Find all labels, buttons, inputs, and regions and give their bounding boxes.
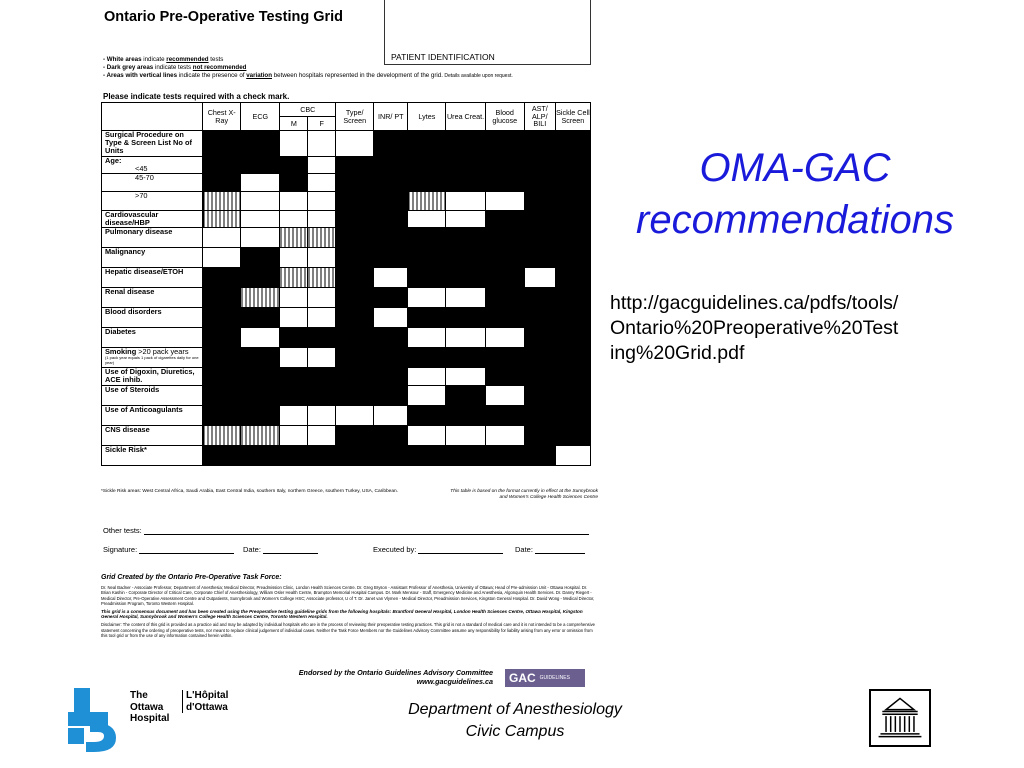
grid-cell-not-recommended bbox=[374, 348, 408, 368]
grid-cell-not-recommended bbox=[555, 248, 590, 268]
grid-row bbox=[102, 288, 591, 308]
grid-cell-not-recommended bbox=[446, 268, 485, 288]
grid-cell-not-recommended bbox=[485, 228, 524, 248]
grid-cell-not-recommended bbox=[446, 348, 485, 368]
grid-cell-not-recommended bbox=[336, 288, 374, 308]
grid-cell-not-recommended bbox=[446, 131, 485, 157]
grid-cell-not-recommended bbox=[336, 192, 374, 211]
header-lytes: Lytes bbox=[408, 103, 446, 131]
header-chest-xray: Chest X-Ray bbox=[203, 103, 241, 131]
grid-cell-not-recommended bbox=[524, 192, 555, 211]
building-icon bbox=[869, 689, 931, 747]
department-footer: Department of Anesthesiology Civic Campus bbox=[408, 701, 622, 740]
grid-cell-not-recommended bbox=[446, 386, 485, 406]
grid-cell-not-recommended bbox=[555, 174, 590, 192]
grid-cell-recommended[interactable] bbox=[308, 426, 336, 446]
slide-title: OMA-GAC recommendations bbox=[636, 146, 954, 242]
other-tests-field[interactable]: Other tests: bbox=[103, 526, 589, 535]
grid-row-label: Hepatic disease/ETOH bbox=[102, 268, 203, 288]
grid-cell-not-recommended bbox=[555, 328, 590, 348]
grid-cell-recommended[interactable] bbox=[446, 211, 485, 228]
grid-cell-not-recommended bbox=[555, 386, 590, 406]
grid-cell-not-recommended bbox=[485, 406, 524, 426]
grid-cell-not-recommended bbox=[485, 131, 524, 157]
grid-cell-not-recommended bbox=[336, 157, 374, 174]
grid-cell-not-recommended bbox=[555, 288, 590, 308]
grid-cell-not-recommended bbox=[446, 228, 485, 248]
grid-cell-not-recommended bbox=[555, 406, 590, 426]
grid-row bbox=[102, 248, 591, 268]
grid-cell-not-recommended bbox=[241, 308, 280, 328]
grid-cell-not-recommended bbox=[408, 131, 446, 157]
grid-cell-not-recommended bbox=[524, 406, 555, 426]
grid-row-label: >70 bbox=[102, 192, 203, 211]
grid-cell-recommended[interactable] bbox=[203, 228, 241, 248]
taskforce-body: Dr. Neal Badner - Associate Professor, Department of Anesthesia; Medical Director, Preadmission Clinic, London Health Sciences Centre. Dr. Greg Bryson - Assistant Professor of Anesthesia, University of Ottawa; Head of Pre-admission Unit - Ottawa Hospital. Dr. Brian Kashin - Corporate Director of Critical Care, Corporate Chief of Anesthesiology, William Osler Health Centre, Brampton Memorial Hospital Campus. Dr. Mark Mensour - Staff, Emergency Medicine and Anesthesia, Algonquin Health Services. Dr. Danny Riegert - Medical Director, Pre-Operative Assessment Centre and Outpatients, Sunnybrook and Women's College HSC; Associate professor, U of T. Dr. Janet van Vlymen - Medical Director, Preadmission Services, Kingston General Hospital. Dr. David Wong - Medical Director, Preadmission Program, Toronto Western Hospital. bbox=[101, 585, 595, 606]
taskforce-section bbox=[101, 575, 597, 641]
header-ecg: ECG bbox=[241, 103, 280, 131]
grid-cell-not-recommended bbox=[524, 211, 555, 228]
grid-cell-not-recommended bbox=[524, 386, 555, 406]
grid-row-label: Malignancy bbox=[102, 248, 203, 268]
grid-cell-not-recommended bbox=[408, 446, 446, 466]
date-field-2[interactable]: Date: bbox=[515, 545, 585, 554]
format-footnote: This table is based on the format currently in effect at the Sunnybrook and Women's College Health Sciences Centre bbox=[450, 489, 598, 500]
grid-cell-not-recommended bbox=[524, 288, 555, 308]
patient-id-label: PATIENT IDENTIFICATION bbox=[391, 52, 495, 62]
grid-cell-recommended[interactable] bbox=[241, 211, 280, 228]
grid-row-label: Diabetes bbox=[102, 328, 203, 348]
grid-cell-not-recommended bbox=[446, 308, 485, 328]
grid-cell-recommended[interactable] bbox=[280, 406, 308, 426]
grid-cell-not-recommended bbox=[485, 157, 524, 174]
grid-cell-variation bbox=[280, 268, 308, 288]
grid-cell-not-recommended bbox=[524, 446, 555, 466]
grid-cell-recommended[interactable] bbox=[446, 426, 485, 446]
grid-row-label: Cardiovascular disease/HBP bbox=[102, 211, 203, 228]
grid-cell-recommended[interactable] bbox=[280, 131, 308, 157]
grid-cell-recommended[interactable] bbox=[485, 386, 524, 406]
grid-cell-recommended[interactable] bbox=[280, 348, 308, 368]
grid-cell-not-recommended bbox=[374, 426, 408, 446]
grid-cell-not-recommended bbox=[280, 446, 308, 466]
grid-cell-not-recommended bbox=[241, 268, 280, 288]
grid-cell-not-recommended bbox=[203, 368, 241, 386]
grid-cell-recommended[interactable] bbox=[485, 328, 524, 348]
grid-cell-not-recommended bbox=[203, 348, 241, 368]
grid-cell-not-recommended bbox=[374, 446, 408, 466]
disclaimer-text: Disclaimer: The content of this grid is provided as a practice aid and may be adapted by individual hospitals who are in the process of reviewing their preoperative testing practices. This grid is not a standard of medical care and it is not intended to be a comprehensive statement concerning the ordering of preoperative tests, nor meant to replace clinical judgement of individual cases. Neither the Task Force Members nor the Guidelines Advisory Committee assume any responsibility for liability arising from any error or omission from this tool grid or from the use of any information contained herein within. bbox=[101, 622, 596, 638]
grid-cell-not-recommended bbox=[555, 368, 590, 386]
grid-cell-variation bbox=[308, 228, 336, 248]
grid-cell-not-recommended bbox=[336, 268, 374, 288]
grid-row bbox=[102, 131, 591, 157]
grid-row-label: Renal disease bbox=[102, 288, 203, 308]
grid-row-label: Age: <45 bbox=[102, 157, 203, 174]
grid-cell-recommended[interactable] bbox=[408, 368, 446, 386]
grid-cell-not-recommended bbox=[446, 446, 485, 466]
grid-cell-recommended[interactable] bbox=[308, 308, 336, 328]
grid-cell-recommended[interactable] bbox=[446, 328, 485, 348]
grid-cell-not-recommended bbox=[374, 368, 408, 386]
grid-cell-not-recommended bbox=[485, 368, 524, 386]
grid-cell-recommended[interactable] bbox=[241, 328, 280, 348]
grid-cell-not-recommended bbox=[408, 174, 446, 192]
grid-row-label: CNS disease bbox=[102, 426, 203, 446]
grid-row bbox=[102, 157, 591, 174]
testing-grid-document bbox=[98, 0, 602, 690]
grid-cell-not-recommended bbox=[336, 446, 374, 466]
grid-row bbox=[102, 406, 591, 426]
grid-cell-recommended[interactable] bbox=[408, 211, 446, 228]
taskforce-header: Grid Created by the Ontario Pre-Operative Task Force: bbox=[101, 574, 282, 581]
grid-row-label: Blood disorders bbox=[102, 308, 203, 328]
grid-cell-recommended[interactable] bbox=[308, 406, 336, 426]
grid-cell-not-recommended bbox=[280, 174, 308, 192]
grid-cell-not-recommended bbox=[524, 228, 555, 248]
grid-row bbox=[102, 211, 591, 228]
grid-cell-not-recommended bbox=[408, 406, 446, 426]
testing-grid-table bbox=[101, 102, 591, 466]
grid-cell-not-recommended bbox=[524, 248, 555, 268]
grid-cell-recommended[interactable] bbox=[308, 131, 336, 157]
grid-cell-not-recommended bbox=[446, 248, 485, 268]
signature-field[interactable]: Signature: bbox=[103, 545, 234, 554]
grid-cell-not-recommended bbox=[485, 308, 524, 328]
grid-row bbox=[102, 228, 591, 248]
grid-row bbox=[102, 368, 591, 386]
grid-cell-not-recommended bbox=[336, 328, 374, 348]
grid-cell-not-recommended bbox=[374, 211, 408, 228]
grid-cell-recommended[interactable] bbox=[308, 192, 336, 211]
grid-instruction: Please indicate tests required with a check mark. bbox=[103, 92, 290, 101]
sickle-footnote: *Sickle Risk areas: West Central Africa, Saudi Arabia, East Central India, southern Italy, northern Greece, southern Turkey, USA, Caribbean. bbox=[101, 489, 399, 494]
grid-cell-not-recommended bbox=[485, 348, 524, 368]
gac-logo: GAC GUIDELINES bbox=[505, 669, 585, 687]
grid-cell-recommended[interactable] bbox=[280, 248, 308, 268]
grid-row-label: Smoking >20 pack years (1 pack year equals 1 pack of cigarettes daily for one year) bbox=[102, 348, 203, 368]
grid-cell-not-recommended bbox=[555, 426, 590, 446]
grid-cell-variation bbox=[203, 426, 241, 446]
grid-cell-not-recommended bbox=[524, 308, 555, 328]
grid-cell-not-recommended bbox=[203, 268, 241, 288]
grid-cell-not-recommended bbox=[203, 157, 241, 174]
grid-cell-not-recommended bbox=[408, 308, 446, 328]
grid-cell-not-recommended bbox=[524, 174, 555, 192]
header-cbc: CBC bbox=[280, 103, 336, 117]
grid-cell-recommended[interactable] bbox=[203, 248, 241, 268]
grid-cell-not-recommended bbox=[408, 157, 446, 174]
grid-legend: - White areas indicate recommended tests - Dark grey areas indicate tests not recommended - Areas with vertical lines indicate the presence of variation between hospitals represented in the development of the grid. Details available upon request. bbox=[103, 56, 513, 79]
grid-cell-not-recommended bbox=[524, 348, 555, 368]
grid-cell-not-recommended bbox=[241, 446, 280, 466]
grid-row bbox=[102, 446, 591, 466]
grid-cell-recommended[interactable] bbox=[308, 348, 336, 368]
grid-row bbox=[102, 192, 591, 211]
grid-cell-recommended[interactable] bbox=[446, 288, 485, 308]
grid-row-label: 45-70 bbox=[102, 174, 203, 192]
grid-cell-not-recommended bbox=[203, 446, 241, 466]
grid-row bbox=[102, 174, 591, 192]
grid-row bbox=[102, 328, 591, 348]
grid-cell-not-recommended bbox=[555, 308, 590, 328]
grid-cell-not-recommended bbox=[336, 368, 374, 386]
grid-cell-recommended[interactable] bbox=[555, 446, 590, 466]
grid-cell-not-recommended bbox=[524, 426, 555, 446]
grid-cell-not-recommended bbox=[308, 446, 336, 466]
grid-cell-recommended[interactable] bbox=[374, 268, 408, 288]
grid-cell-not-recommended bbox=[555, 192, 590, 211]
grid-cell-variation bbox=[241, 426, 280, 446]
grid-cell-not-recommended bbox=[485, 446, 524, 466]
grid-cell-not-recommended bbox=[408, 268, 446, 288]
grid-row-label: Pulmonary disease bbox=[102, 228, 203, 248]
grid-cell-variation bbox=[241, 288, 280, 308]
header-sickle-cell: Sickle Cell Screen bbox=[555, 103, 590, 131]
hospital-name: The Ottawa Hospital L'Hôpital d'Ottawa bbox=[130, 690, 229, 724]
grid-cell-not-recommended bbox=[241, 406, 280, 426]
grid-cell-recommended[interactable] bbox=[280, 308, 308, 328]
header-cbc-f: F bbox=[308, 117, 336, 131]
grid-cell-not-recommended bbox=[485, 211, 524, 228]
grid-cell-not-recommended bbox=[408, 228, 446, 248]
grid-cell-not-recommended bbox=[203, 174, 241, 192]
header-ast-alp-bili: AST/ ALP/ BILI bbox=[524, 103, 555, 131]
grid-cell-not-recommended bbox=[241, 386, 280, 406]
grid-cell-not-recommended bbox=[446, 157, 485, 174]
grid-cell-not-recommended bbox=[524, 328, 555, 348]
grid-cell-recommended[interactable] bbox=[485, 426, 524, 446]
grid-row bbox=[102, 386, 591, 406]
document-title: Ontario Pre-Operative Testing Grid bbox=[104, 9, 344, 25]
grid-cell-not-recommended bbox=[280, 368, 308, 386]
grid-row bbox=[102, 426, 591, 446]
grid-cell-recommended[interactable] bbox=[408, 426, 446, 446]
header-inr-pt: INR/ PT bbox=[374, 103, 408, 131]
consensus-text: This grid is a consensus document and has been created using the Preoperative testing guideline grids from the following hospitals: Brantford General Hospital, London Health Sciences Centre, Ottawa Hospital, Kingston General Hospital, Sunnybrook and Women's College Health Sciences Centre, Toronto Western Hospital. bbox=[101, 609, 583, 620]
grid-cell-not-recommended bbox=[280, 328, 308, 348]
grid-cell-recommended[interactable] bbox=[280, 288, 308, 308]
grid-cell-not-recommended bbox=[408, 248, 446, 268]
grid-cell-not-recommended bbox=[555, 348, 590, 368]
grid-cell-recommended[interactable] bbox=[524, 268, 555, 288]
grid-cell-not-recommended bbox=[524, 131, 555, 157]
grid-cell-not-recommended bbox=[280, 386, 308, 406]
grid-cell-not-recommended bbox=[524, 368, 555, 386]
grid-row-label: Use of Steroids bbox=[102, 386, 203, 406]
grid-cell-not-recommended bbox=[524, 157, 555, 174]
grid-cell-not-recommended bbox=[241, 248, 280, 268]
grid-cell-not-recommended bbox=[555, 211, 590, 228]
grid-cell-recommended[interactable] bbox=[408, 386, 446, 406]
grid-cell-not-recommended bbox=[555, 131, 590, 157]
grid-row-label: Use of Digoxin, Diuretics, ACE inhib. bbox=[102, 368, 203, 386]
grid-cell-variation bbox=[308, 268, 336, 288]
grid-cell-not-recommended bbox=[555, 228, 590, 248]
grid-cell-not-recommended bbox=[203, 308, 241, 328]
grid-cell-recommended[interactable] bbox=[336, 131, 374, 157]
grid-cell-recommended[interactable] bbox=[446, 368, 485, 386]
header-blank bbox=[102, 103, 203, 131]
grid-cell-variation bbox=[408, 192, 446, 211]
grid-cell-recommended[interactable] bbox=[280, 211, 308, 228]
grid-cell-not-recommended bbox=[485, 174, 524, 192]
grid-cell-recommended[interactable] bbox=[280, 426, 308, 446]
grid-cell-not-recommended bbox=[241, 368, 280, 386]
grid-cell-not-recommended bbox=[336, 228, 374, 248]
grid-row-label: Use of Anticoagulants bbox=[102, 406, 203, 426]
grid-cell-recommended[interactable] bbox=[308, 248, 336, 268]
grid-cell-recommended[interactable] bbox=[308, 174, 336, 192]
header-cbc-m: M bbox=[280, 117, 308, 131]
endorsement: Endorsed by the Ontario Guidelines Advisory Committee www.gacguidelines.ca bbox=[298, 668, 493, 686]
grid-cell-not-recommended bbox=[203, 386, 241, 406]
grid-cell-not-recommended bbox=[485, 288, 524, 308]
grid-cell-not-recommended bbox=[308, 386, 336, 406]
grid-cell-not-recommended bbox=[308, 328, 336, 348]
grid-cell-not-recommended bbox=[446, 174, 485, 192]
grid-cell-not-recommended bbox=[241, 157, 280, 174]
grid-cell-not-recommended bbox=[203, 406, 241, 426]
date-field-1[interactable]: Date: bbox=[243, 545, 318, 554]
header-blood-glucose: Blood glucose bbox=[485, 103, 524, 131]
grid-cell-not-recommended bbox=[203, 328, 241, 348]
grid-cell-recommended[interactable] bbox=[408, 328, 446, 348]
grid-cell-recommended[interactable] bbox=[308, 157, 336, 174]
grid-cell-not-recommended bbox=[374, 328, 408, 348]
grid-cell-not-recommended bbox=[408, 348, 446, 368]
grid-cell-recommended[interactable] bbox=[485, 192, 524, 211]
grid-cell-not-recommended bbox=[555, 157, 590, 174]
grid-row bbox=[102, 348, 591, 368]
grid-cell-variation bbox=[203, 211, 241, 228]
grid-cell-recommended[interactable] bbox=[280, 192, 308, 211]
source-url[interactable]: http://gacguidelines.ca/pdfs/tools/ Ontario%20Preoperative%20Test ing%20Grid.pdf bbox=[610, 292, 899, 364]
grid-cell-not-recommended bbox=[374, 248, 408, 268]
grid-cell-not-recommended bbox=[336, 426, 374, 446]
header-type-screen: Type/ Screen bbox=[336, 103, 374, 131]
grid-cell-not-recommended bbox=[203, 131, 241, 157]
grid-cell-not-recommended bbox=[374, 157, 408, 174]
header-urea-creat: Urea Creat. bbox=[446, 103, 485, 131]
grid-cell-not-recommended bbox=[555, 268, 590, 288]
grid-cell-not-recommended bbox=[374, 192, 408, 211]
grid-cell-recommended[interactable] bbox=[374, 308, 408, 328]
grid-row-label: Sickle Risk* bbox=[102, 446, 203, 466]
grid-cell-recommended[interactable] bbox=[241, 228, 280, 248]
grid-cell-not-recommended bbox=[203, 288, 241, 308]
grid-cell-not-recommended bbox=[374, 131, 408, 157]
grid-cell-not-recommended bbox=[446, 406, 485, 426]
grid-cell-not-recommended bbox=[241, 131, 280, 157]
grid-cell-variation bbox=[280, 228, 308, 248]
grid-cell-not-recommended bbox=[336, 174, 374, 192]
grid-cell-recommended[interactable] bbox=[374, 406, 408, 426]
grid-cell-not-recommended bbox=[336, 211, 374, 228]
grid-cell-recommended[interactable] bbox=[308, 288, 336, 308]
grid-cell-not-recommended bbox=[241, 348, 280, 368]
grid-cell-not-recommended bbox=[485, 248, 524, 268]
grid-cell-not-recommended bbox=[336, 248, 374, 268]
grid-cell-recommended[interactable] bbox=[308, 211, 336, 228]
grid-cell-not-recommended bbox=[336, 386, 374, 406]
grid-cell-not-recommended bbox=[374, 386, 408, 406]
grid-cell-not-recommended bbox=[308, 368, 336, 386]
grid-row bbox=[102, 308, 591, 328]
grid-cell-not-recommended bbox=[280, 157, 308, 174]
grid-cell-not-recommended bbox=[336, 348, 374, 368]
grid-cell-recommended[interactable] bbox=[408, 288, 446, 308]
grid-row-label: Surgical Procedure on Type & Screen List No of Units bbox=[102, 131, 203, 157]
executed-by-field[interactable]: Executed by: bbox=[373, 545, 503, 554]
grid-cell-recommended[interactable] bbox=[446, 192, 485, 211]
grid-cell-not-recommended bbox=[336, 308, 374, 328]
grid-row bbox=[102, 268, 591, 288]
grid-cell-variation bbox=[203, 192, 241, 211]
grid-cell-recommended[interactable] bbox=[336, 406, 374, 426]
grid-cell-not-recommended bbox=[485, 268, 524, 288]
grid-cell-not-recommended bbox=[374, 288, 408, 308]
grid-cell-not-recommended bbox=[374, 174, 408, 192]
grid-cell-recommended[interactable] bbox=[241, 192, 280, 211]
grid-cell-recommended[interactable] bbox=[241, 174, 280, 192]
grid-cell-not-recommended bbox=[374, 228, 408, 248]
